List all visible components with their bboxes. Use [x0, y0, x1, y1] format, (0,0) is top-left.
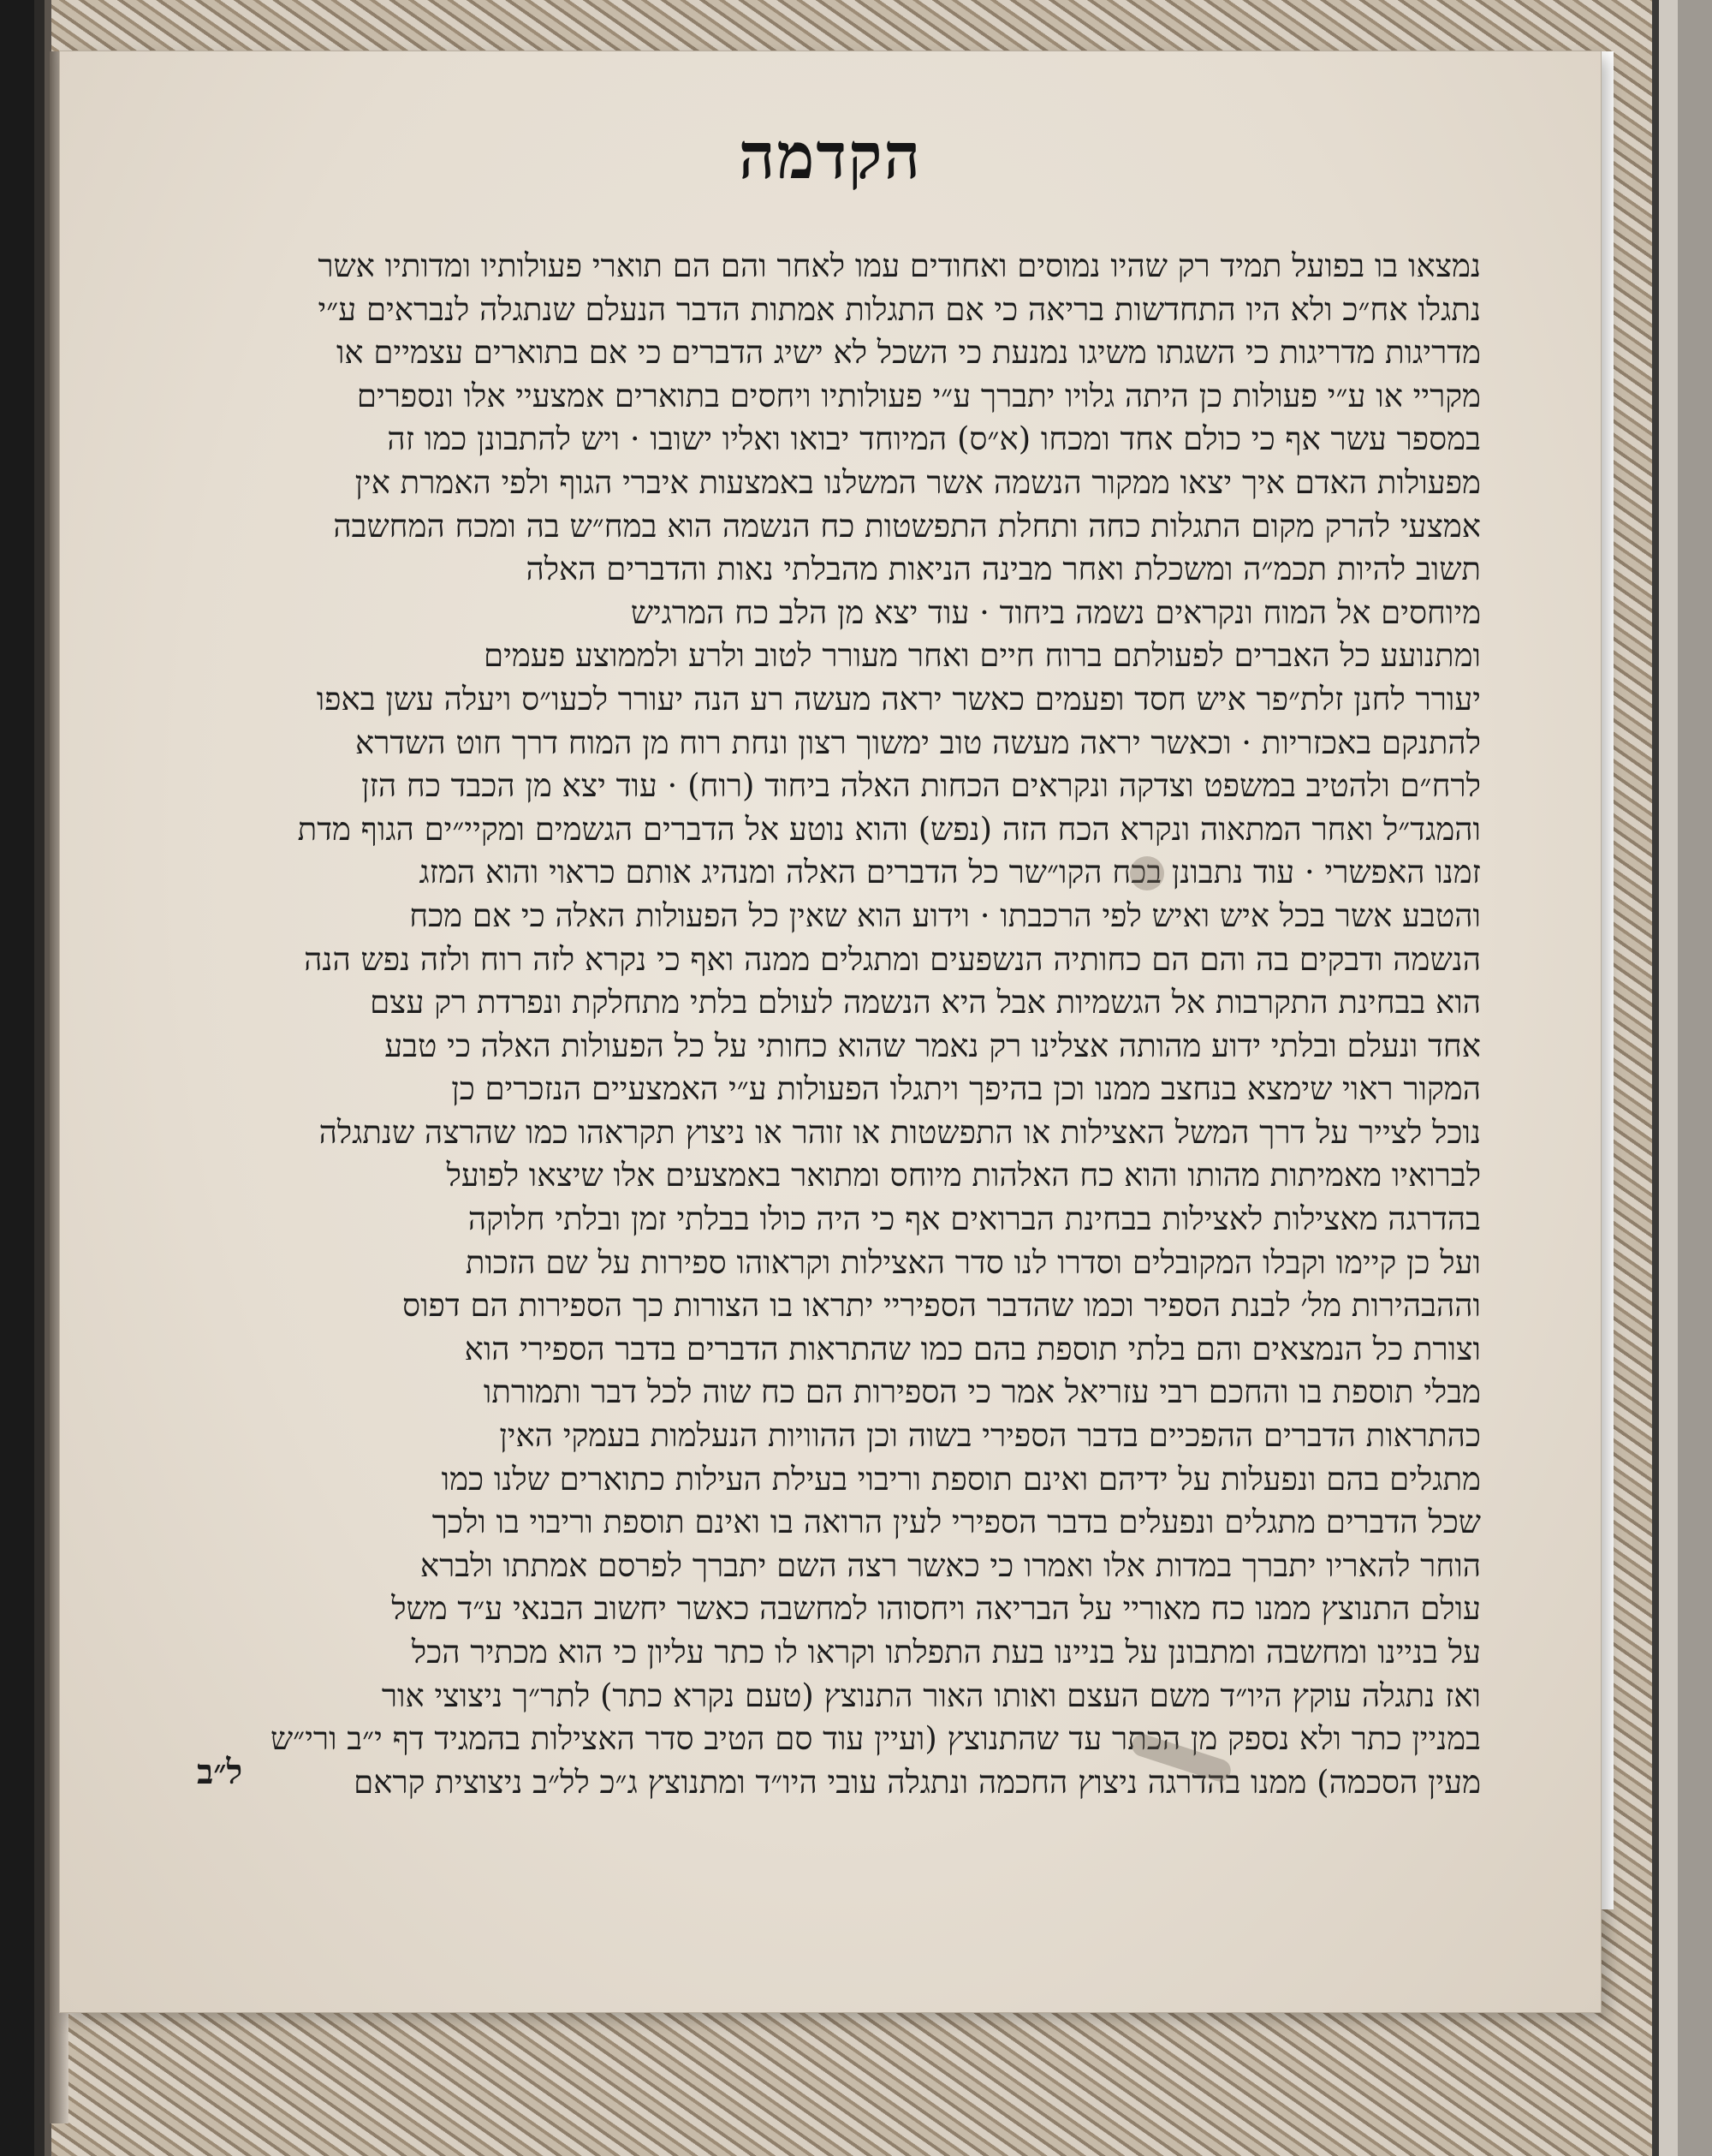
text-line: מקריי או ע״י פעולות כן היתה גלויו יתברך ע״י פעולותיו ויחסים בתוארים אמצעיי אלו ונספרים — [356, 377, 1481, 414]
text-line: הוחר להאריו יתברך במדות אלו ואמרו כי כאשר רצה השם יתברך לפרסם אמתתו ולברא — [419, 1546, 1481, 1584]
text-line: ומתנועע כל האברים לפעולתם ברוח חיים ואחר מעורר לטוב ולרע ולממוצע פעמים — [484, 637, 1481, 675]
text-line: ועל כן קיימו וקבלו המקובלים וסדרו לנו סדר האצילות וקראוהו ספירות על שם הזכות — [465, 1243, 1481, 1281]
text-line: מדריגות מדריגות כי השגתו משיגו נמנעת כי השכל לא ישיג הדברים כי אם בתוארים עצמיים או — [336, 334, 1481, 372]
text-line: להתנקם באכזריות · וכאשר יראה מעשה טוב ימשוך רצון ונחת רוח מן המוח דרך חוט השדרא — [355, 724, 1481, 761]
text-line: מפעולות האדם איך יצאו ממקור הנשמה אשר המשלנו באמצעות איברי הגוף ולפי האמרת אין — [354, 463, 1481, 501]
text-line: שכל הדברים מתגלים ונפעלים בדבר הספירי לעין הרואה בו ואינם תוספת וריבוי בו ולכך — [431, 1504, 1481, 1541]
catchword: ל״ב — [197, 1752, 243, 1792]
text-line: אמצעי להרק מקום התגלות כחה ותחלת התפשטות כח הנשמה הוא במח״ש בה ומכח המחשבה — [333, 507, 1481, 545]
text-line: תשוב להיות תכמ״ה ומשכלת ואחר מבינה הניאות מהבלתי נאות והדברים האלה — [526, 551, 1481, 588]
text-line: כהתראות הדברים ההפכיים בדבר הספירי בשוה וכן ההוויות הנעלמות בעמקי האין — [499, 1417, 1481, 1455]
paper-stain — [1130, 856, 1164, 890]
text-line: הוא בבחינת התקרבות אל הגשמיות אבל היא הנשמה לעולם בלתי מתחלקת ונפרדת רק עצם — [370, 984, 1481, 1021]
text-line: נתגלו אח״כ ולא היו התחדשות בריאה כי אם התגלות אמתות הדבר הנעלם שנתגלה לנבראים ע״י — [318, 290, 1481, 328]
text-line: נוכל לצייר על דרך המשל האצילות או התפשטות או זוהר או ניצוץ תקראהו כמו שהרצה שנתגלה — [318, 1113, 1481, 1151]
text-line: במניין כתר ולא נספק מן הכתר עד שהתנוצץ (ועיין עוד סם הטיב סדר האצילות בהמגיד דף י״ב ורי״ש — [270, 1720, 1481, 1758]
text-line: הנשמה ודבקים בה והם הם כחותיה הנשפעים ומתגלים ממנה ואף כי נקרא לזה רוח ולזה נפש הנה — [304, 940, 1481, 978]
text-line: וצורת כל הנמצאים והם בלתי תוספת בהם כמו שהתראות הדברים בדבר הספירי הוא — [464, 1330, 1481, 1367]
text-line: על בניינו ומחשבה ומתבונן על בניינו בעת התפלתו וקראו לו כתר עליון כי הוא מכתיר הכל — [411, 1634, 1481, 1671]
text-line: ואז נתגלה עוקץ היו״ד משם העצם ואותו האור התנוצץ (טעם נקרא כתר) לתר״ך ניצוצי אור — [381, 1677, 1481, 1714]
text-line: לרח״ם ולהטיב במשפט וצדקה ונקראים הכחות האלה ביחוד (רוח) · עוד יצא מן הכבד כח הזן — [361, 767, 1481, 805]
text-line: אחד ונעלם ובלתי ידוע מהותה אצלינו רק נאמר שהוא כחותי על כל הפעולות האלה כי טבע — [384, 1027, 1481, 1064]
text-line: וההבהירות מל׳ לבנת הספיר וכמו שהדבר הספיריי יתראו בו הצורות כך הספירות הם דפוס — [402, 1287, 1481, 1325]
text-line: מיוחסים אל המוח ונקראים נשמה ביחוד · עוד יצא מן הלב כח המרגיש — [630, 593, 1481, 631]
text-line: עולם התנוצץ ממנו כח מאוריי על הבריאה ויחסוהו למחשבה כאשר יחשוב הבנאי ע״ד משל — [391, 1590, 1481, 1628]
text-line: המקור ראוי שימצא בנחצב ממנו וכן בהיפך ויתגלו הפעולות ע״י האמצעיים הנזכרים כן — [451, 1070, 1481, 1108]
left-binding — [0, 0, 51, 2156]
right-board-edge — [1652, 0, 1712, 2156]
text-line: במספר עשר אף כי כולם אחד ומכחו (א״ס) המיוחד יבואו ואליו ישובו · ויש להתבונן כמו זה — [387, 420, 1481, 458]
text-line: מתגלים בהם ונפעלות על ידיהם ואינם תוספת וריבוי בעילת העילות כתוארים שלנו כמו — [441, 1460, 1481, 1498]
text-line: והטבע אשר בכל איש ואיש לפי הרכבתו · וידוע הוא שאין כל הפעולות האלה כי אם מכח — [409, 896, 1481, 934]
text-line: נמצאו בו בפועל תמיד רק שהיו נמוסים ואחודים עמו לאחר והם הם תוארי פעולותיו ומדותיו אשר — [318, 247, 1481, 284]
text-line: לברואיו מאמיתות מהותו והוא כח האלהות מיוחס ומתואר באמצעים אלו שיצאו לפועל — [446, 1157, 1481, 1194]
text-line: מבלי תוספת בו והחכם רבי עזריאל אמר כי הספירות הם כח שוה לכל דבר ותמורתו — [483, 1373, 1481, 1411]
text-line: זמנו האפשרי · עוד נתבונן בכח הקו״שר כל הדברים האלה ומנהיג אותם כראוי והוא המזג — [419, 854, 1481, 891]
page-title: הקדמה — [738, 120, 923, 194]
text-line: בהדרגה מאצילות לאצילות בבחינת הברואים אף כי היה כולו בבלתי זמן ובלתי חלוקה — [467, 1200, 1481, 1238]
text-line: מעין הסכמה) ממנו בהדרגה ניצוץ החכמה ונתגלה עובי היו״ד ומתנוצץ ג״כ לל״ב ניצוצית קראם — [354, 1763, 1481, 1801]
text-line: והמגד״ל ואחר המתאוה ונקרא הכח הזה (נפש) והוא נוטע אל הדברים הגשמים ומקיי״ים הגוף מדת — [297, 810, 1481, 848]
book-page — [60, 51, 1601, 2012]
body-text — [180, 245, 1481, 1804]
text-line: יעורר לחנן זלת״פר איש חסד ופעמים כאשר יראה מעשה רע הנה יעורר לכעו״ס ויעלה עשן באפו — [316, 680, 1481, 718]
